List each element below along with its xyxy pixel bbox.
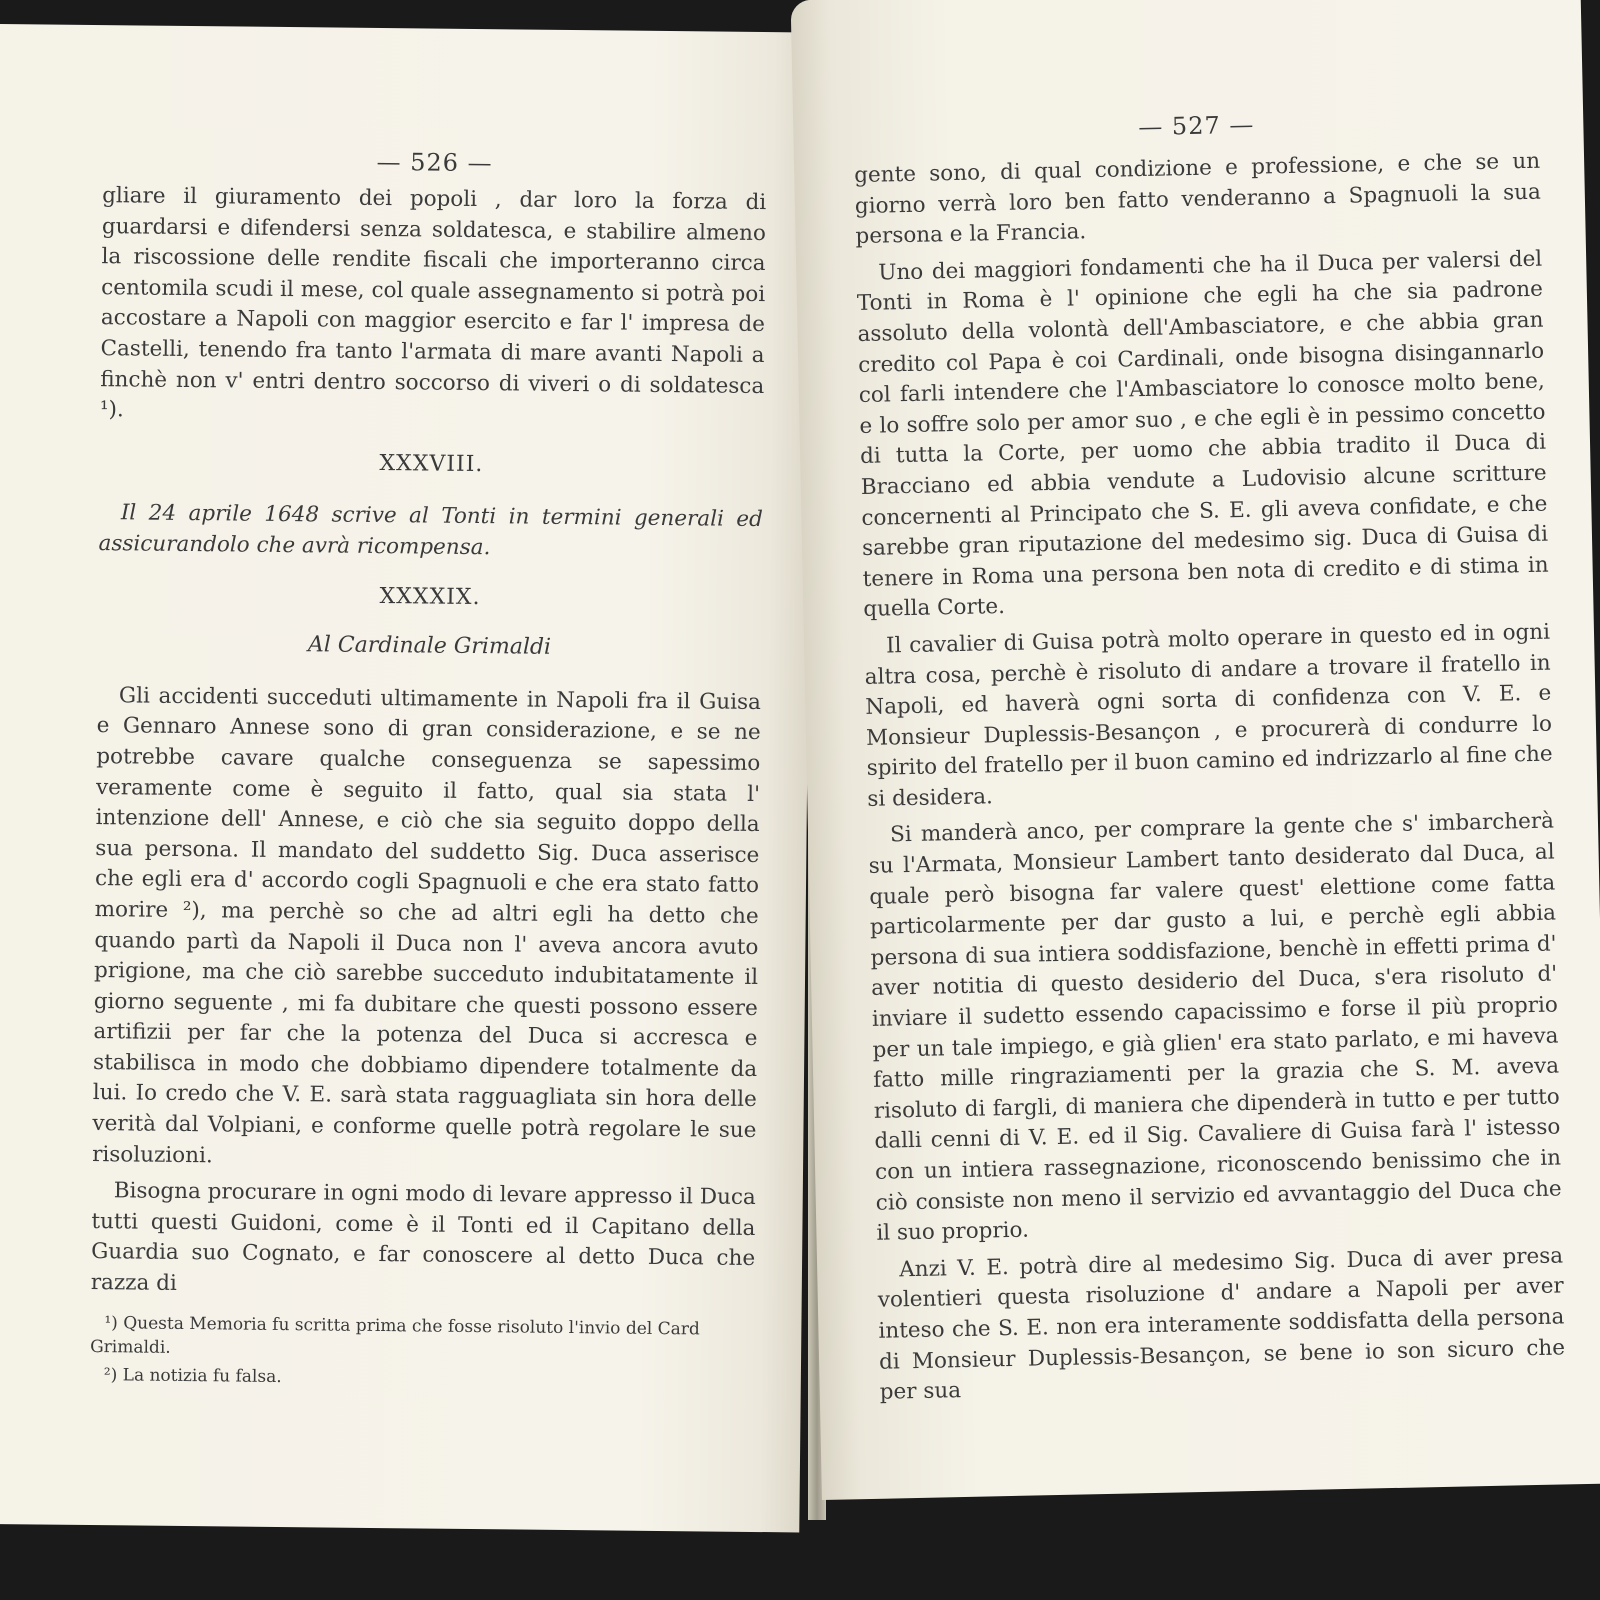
letter-body-paragraph-2: Bisogna procurare in ogni modo di levare appresso il Duca tutti questi Guidoni, come è il Tonti ed il Capitano della Guardia suo Cognato, e far conoscere al detto Duca che razza di xyxy=(90,1178,756,1296)
section-heading-38: XXXVIII. xyxy=(379,450,484,477)
left-page-content xyxy=(90,145,767,1398)
right-opening-text: gente sono, di qual condizione e professione, e che se un giorno verrà loro ben fatto venderanno a Spagnuoli la sua persona e la Francia. xyxy=(854,148,1542,250)
letter-body-paragraph-1: Gli accidenti succeduti ultimamente in Napoli fra il Guisa e Gennaro Annese sono di gran considerazione, e se ne potrebbe cavare qualche conseguenza se sapessimo veramente come è seguito il fatto, qual sia stata l' intenzione dell' Annese, e ciò che sia seguito doppo della sua persona. Il mandato del suddetto Sig. Duca asserisce che egli era d' accordo cogli Spagnuoli e che era stato fatto morire ²), ma perchè so che ad altri egli ha detto che quando partì da Napoli il Duca non l' aveva ancora avuto prigione, ma che ciò sarebbe succeduto indubitatamente il giorno seguente , mi fa dubitare che questi possono essere artifizii per far che la potenza del Duca si accresca e stabilisca in modo che dobbiamo dipendere totalmente da lui. Io credo che V. E. sarà stata ragguagliata sin hora delle verità dal Volpiani, e conforme quelle potrà regolare le sue risoluzioni. xyxy=(92,683,762,1168)
left-opening-text: gliare il giuramento dei popoli , dar loro la forza di guardarsi e difendersi senza soldatesca, e stabilire almeno la riscossione delle rendite fiscali che importeranno circa centomila scudi il mese, col quale assegnamento si potrà poi accostare a Napoli con maggior esercito e far l' impresa de Castelli, tenendo fra tanto l'armata di mare avanti Napoli a finchè non v' entri dentro soccorso di viveri o di soldatesca ¹). xyxy=(99,183,767,423)
right-paragraph-2: Il cavalier di Guisa potrà molto operare in questo ed in ogni altra cosa, perchè è risoluto di andare a trovare il fratello in Napoli, ed haverà ogni sorta di confidenza con V. E. e Monsieur Duplessis-Besançon , e procurerà di condurre lo spirito del fratello per il buon camino ed indrizzarlo al fine che si desidera. xyxy=(864,619,1553,812)
right-page xyxy=(791,0,1600,1500)
footnote-2: ²) La notizia fu falsa. xyxy=(103,1364,282,1387)
right-paragraph-3: Si manderà anco, per comprare la gente che s' imbarcherà su l'Armata, Monsieur Lambert tanto desiderato dal Duca, al quale però bisogna far valere quest' elettione come fatta particolarmente per dar gusto a lui, e perchè egli abbia persona di sua intiera soddisfazione, benchè in effetti prima d' aver notitia di questo desiderio del Duca, s'era risoluto d' inviare il sudetto essendo capacissimo e forse il più proprio per un tale impiego, e già glien' era stato parlato, e mi haveva fatto mille ringraziamenti per la grazia che S. M. aveva risoluto di fargli, di maniera che dipenderà in tutto e per tutto dalli cenni di V. E. ed il Sig. Cavaliere di Guisa farà l' istesso con un intiera rassegnazione, riconoscendo benissimo che in ciò consiste non meno il servizio ed avvantaggio del Duca che il suo proprio. xyxy=(868,808,1562,1246)
letter-recipient: Al Cardinale Grimaldi xyxy=(307,632,552,660)
footnote-1: ¹) Questa Memoria fu scritta prima che fosse risoluto l'invio del Card Grimaldi. xyxy=(90,1312,700,1358)
right-paragraph-4: Anzi V. E. potrà dire al medesimo Sig. Duca di aver presa volentieri questa risoluzione d' andare a Napoli per aver inteso che S. E. non era interamente soddisfatta della persona di Monsieur Duplessis-Besançon, se bene io son sicuro che per sua xyxy=(877,1243,1566,1405)
right-page-content xyxy=(853,105,1566,1415)
left-page xyxy=(0,24,815,1532)
right-page-number: — 527 — xyxy=(1137,110,1255,142)
section-heading-39: XXXXIX. xyxy=(379,583,481,610)
right-paragraph-1: Uno dei maggiori fondamenti che ha il Duca per valersi del Tonti in Roma è l' opinione che egli ha che sia padrone assoluto della volontà dell'Ambasciatore, e che abbia gran credito col Papa è coi Cardinali, onde bisogna disingannarlo col farli intendere che l'Ambasciatore lo conosce molto bene, e lo soffre solo per amor suo , e che egli è in pessimo concetto di tutta la Corte, per uomo che abbia tradito il Duca di Bracciano ed abbia vendute a Ludovisio alcune scritture concernenti al Principato che S. E. gli aveva confidate, e che sarebbe gran riputazione del medesimo sig. Duca di Guisa di tenere in Roma una persona ben nota di credito e di stima in quella Corte. xyxy=(856,246,1549,623)
left-page-number: — 526 — xyxy=(376,147,493,178)
section-summary-38: Il 24 aprile 1648 scrive al Tonti in termini generali ed assicurandolo che avrà ricompensa. xyxy=(98,500,763,560)
footnotes xyxy=(90,1311,755,1394)
